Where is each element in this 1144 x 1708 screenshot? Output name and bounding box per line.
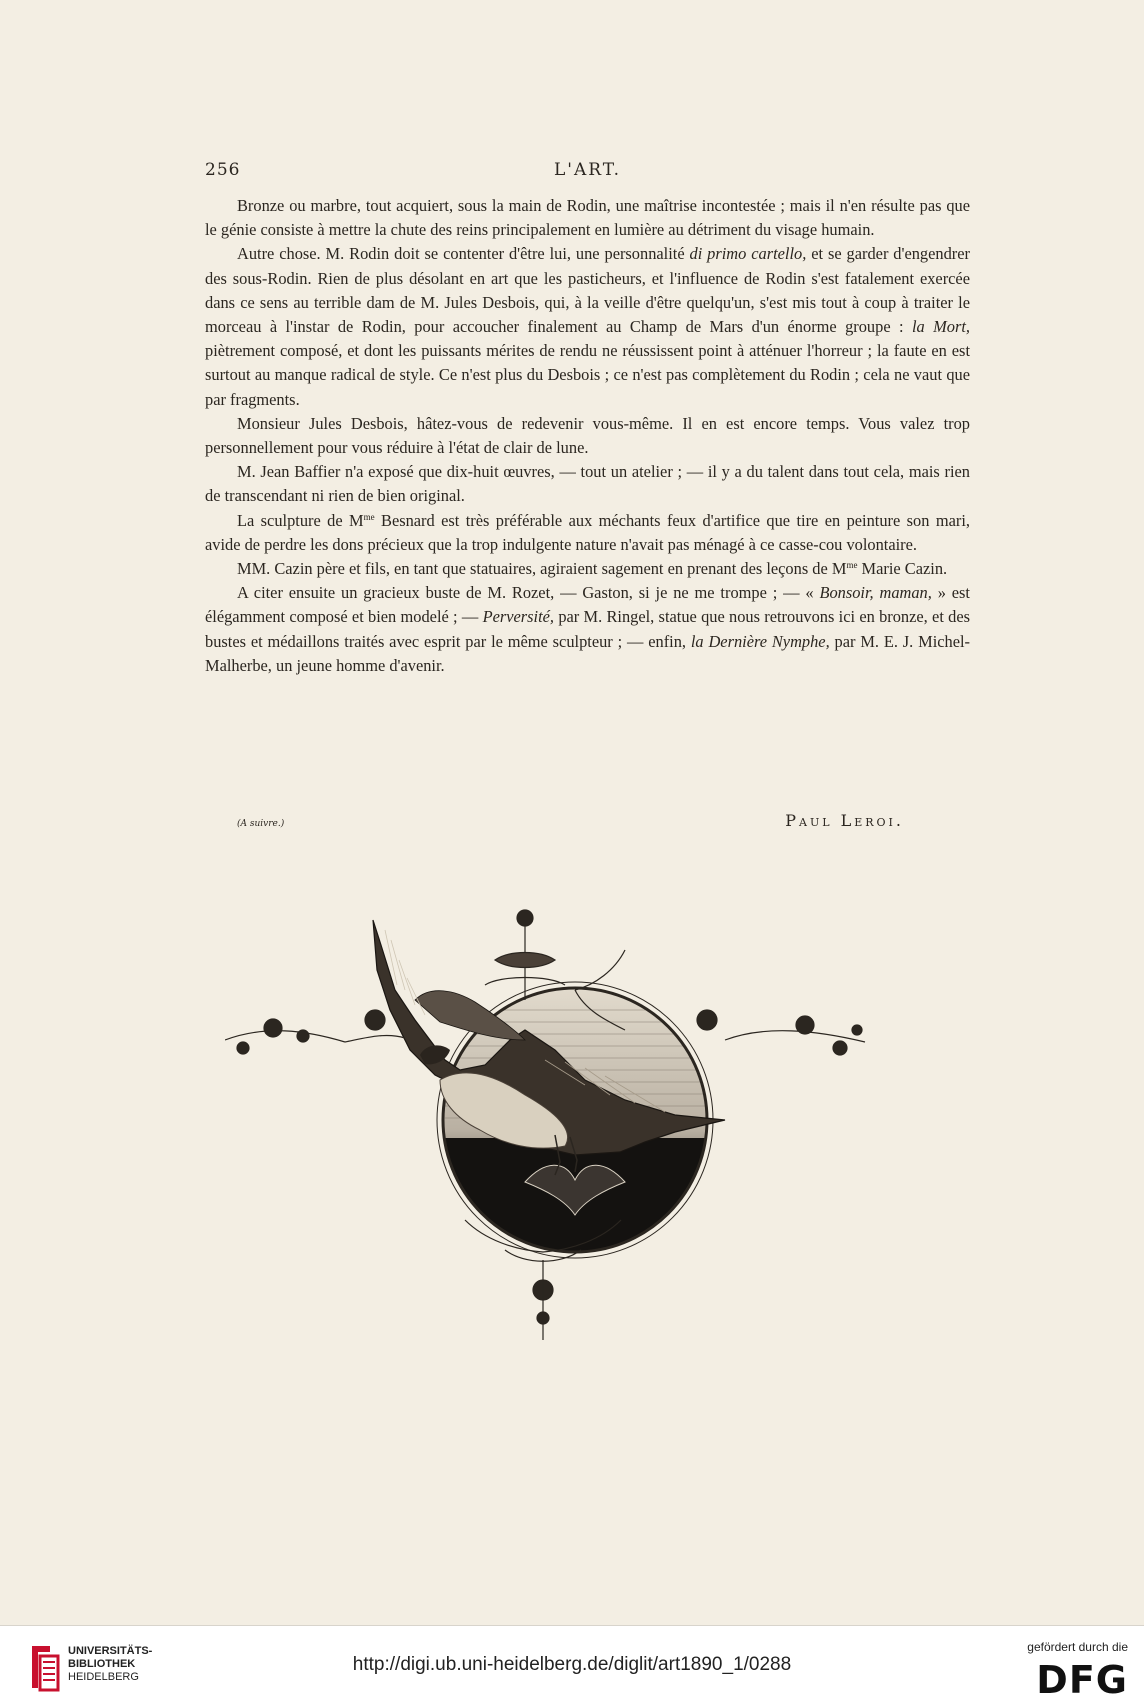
page-number: 256 [205,160,241,180]
article-text [205,194,970,678]
funded-by-label: gefördert durch die [1027,1640,1128,1654]
journal-title: L'ART. [554,160,621,180]
viewer-footer [0,1625,1144,1708]
signature-row [205,811,970,835]
page-header [205,160,970,184]
paragraph: La sculpture de $M^{me}$ Besnard est très préférable aux méchants feux d'artifice que tire en peinture son mari, avide de perdre les dons précieux que la trop indulgente nature n'avait pas ménagé à ce casse-cou volontaire. [205,510,970,554]
bird-vignette-illustration [225,890,945,1350]
paragraph: Bronze ou marbre, tout acquiert, sous la main de Rodin, une maîtrise incontestée ; mais il n'en résulte pas que le génie consiste à mettre la chute des reins principalement en lumière au détriment du visage humain. [205,196,970,240]
paragraph: Autre chose. M. Rodin doit se contenter d'être lui, une personnalité di primo cartello, et se garder d'engendrer des sous-Rodin. Rien de plus désolant en art que les pasticheurs, et l'influence de Rodin s'est fatalement exercée dans ce sens au terrible dam de M. Jules Desbois, qui, à la veille d'être quelqu'un, s'est mis tout à coup à traiter le morceau à l'instar de Rodin, pour accoucher finalement au Champ de Mars d'un énorme groupe : la Mort, piètrement composé, et dont les puissants mérites de rendu ne réussissent point à atténuer l'horreur ; la faute en est surtout au manque radical de style. Ce n'est plus du Desbois ; ce n'est pas complètement du Rodin ; cela ne vaut que par fragments. [205,244,970,409]
paragraph: Monsieur Jules Desbois, hâtez-vous de redevenir vous-même. Il en est encore temps. Vous valez trop personnellement pour vous réduire à l'état de clair de lune. [205,413,970,458]
paragraph: A citer ensuite un gracieux buste de M. Rozet, — Gaston, si je ne me trompe ; — « Bonsoir, maman, » est élégamment composé et bien modelé ; — Perversité, par M. Ringel, statue que nous retrouvons ici en bronze, et des bustes et médaillons traités avec esprit par le même sculpteur ; — enfin, la Dernière Nymphe, par M. E. J. Michel-Malherbe, un jeune homme d'avenir. [205,583,971,675]
dfg-logo[interactable]: DFG [1036,1658,1128,1702]
to-follow-note: (A suivre.) [237,819,285,829]
library-name: UNIVERSITÄTS- BIBLIOTHEK HEIDELBERG [68,1645,153,1683]
paragraph: M. Jean Baffier n'a exposé que dix-huit œuvres, — tout un atelier ; — il y a du talent dans tout cela, mais rien de transcendant ni rien de bien original. [205,462,970,506]
permalink-url[interactable]: http://digi.ub.uni-heidelberg.de/diglit/art1890_1/0288 [352,1654,792,1675]
paragraph: MM. Cazin père et fils, en tant que statuaires, agiraient sagement en prenant des leçons de $M^{me}$ Marie Cazin. [237,559,948,579]
author-signature: Paul Leroi. [785,811,904,830]
